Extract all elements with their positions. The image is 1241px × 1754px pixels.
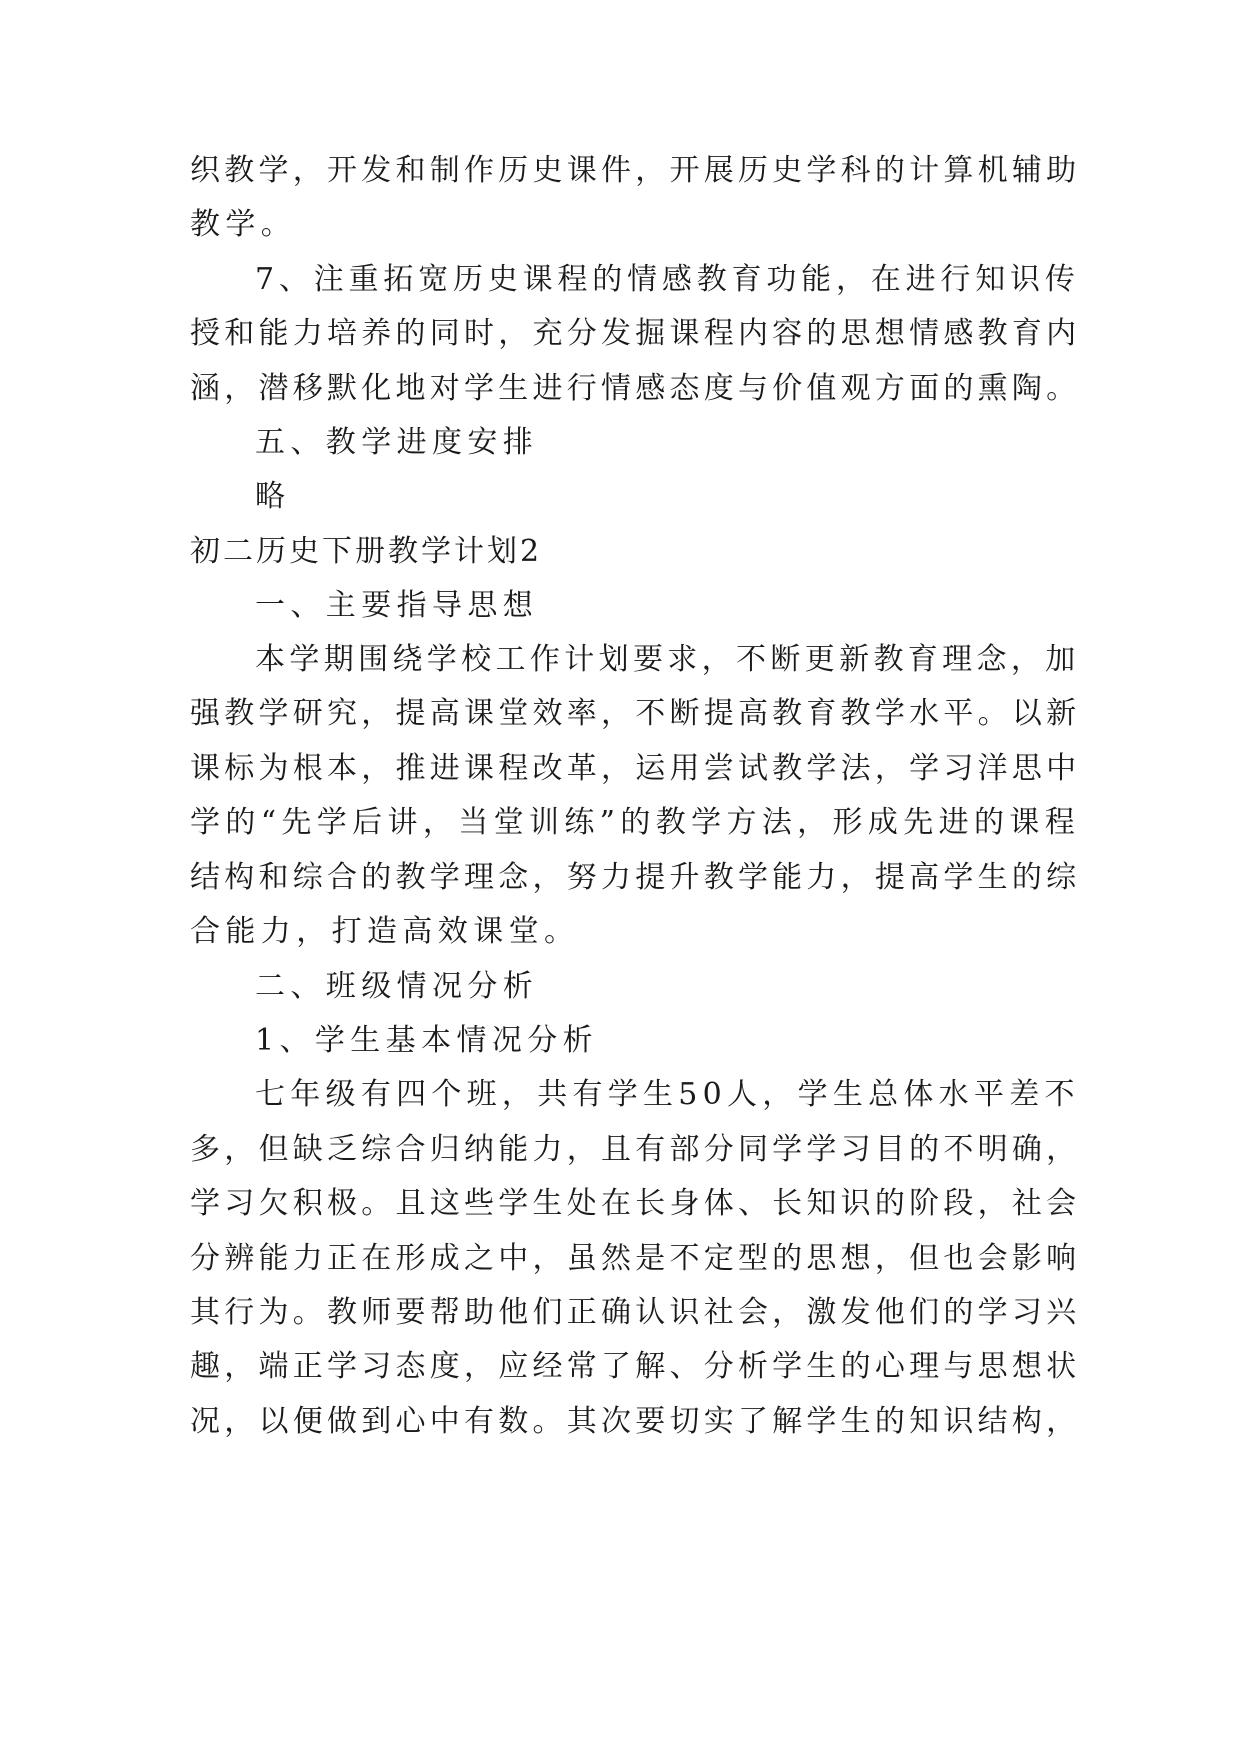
paragraph-line: 结构和综合的教学理念，努力提升教学能力，提高学生的综 (190, 860, 1081, 895)
section-heading: 五、教学进度安排 (255, 425, 539, 460)
section-heading: 二、班级情况分析 (255, 969, 539, 1004)
paragraph-line: 分辨能力正在形成之中，虽然是不定型的思想，但也会影响 (190, 1241, 1081, 1276)
paragraph-line: 合能力，打造高效课堂。 (190, 914, 580, 949)
paragraph-line: 强教学研究，提高课堂效率，不断提高教育教学水平。以新 (190, 696, 1081, 731)
paragraph-line: 7、注重拓宽历史课程的情感教育功能，在进行知识传 (255, 262, 1080, 297)
paragraph-line: 趣，端正学习态度，应经常了解、分析学生的心理与思想状 (190, 1349, 1081, 1384)
paragraph-line: 课标为根本，推进课程改革，运用尝试教学法，学习洋思中 (190, 751, 1081, 786)
paragraph-line: 学的“先学后讲，当堂训练”的教学方法，形成先进的课程 (190, 805, 1081, 840)
paragraph-line: 略 (255, 479, 291, 514)
paragraph-line: 七年级有四个班，共有学生50人，学生总体水平差不 (255, 1077, 1080, 1112)
paragraph-line: 授和能力培养的同时，充分发掘课程内容的思想情感教育内 (190, 316, 1081, 351)
paragraph-line: 本学期围绕学校工作计划要求，不断更新教育理念，加 (255, 642, 1080, 677)
document-title: 初二历史下册教学计划2 (190, 534, 543, 569)
paragraph-line: 其行为。教师要帮助他们正确认识社会，激发他们的学习兴 (190, 1295, 1081, 1330)
paragraph-line: 教学。 (190, 207, 297, 242)
paragraph-line: 织教学，开发和制作历史课件，开展历史学科的计算机辅助 (190, 153, 1081, 188)
subsection-heading: 1、学生基本情况分析 (255, 1023, 599, 1058)
paragraph-line: 涵，潜移默化地对学生进行情感态度与价值观方面的熏陶。 (190, 371, 1081, 406)
paragraph-line: 况，以便做到心中有数。其次要切实了解学生的知识结构， (190, 1404, 1081, 1439)
section-heading: 一、主要指导思想 (255, 588, 539, 623)
paragraph-line: 学习欠积极。且这些学生处在长身体、长知识的阶段，社会 (190, 1186, 1081, 1221)
paragraph-line: 多，但缺乏综合归纳能力，且有部分同学学习目的不明确， (190, 1132, 1081, 1167)
